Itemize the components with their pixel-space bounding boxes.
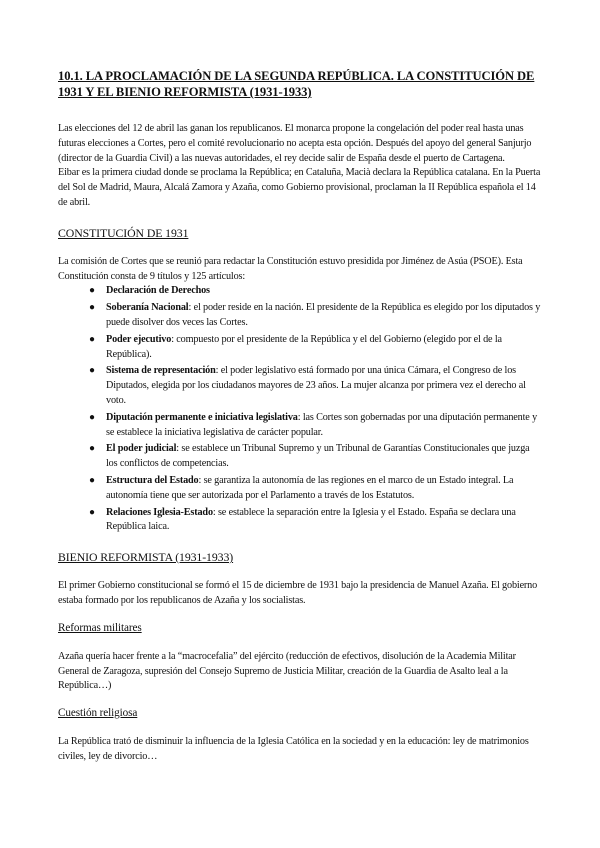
- document-title: 10.1. LA PROCLAMACIÓN DE LA SEGUNDA REPÚBLICA. LA CONSTITUCIÓN DE 1931 Y EL BIENIO REFORMISTA (1931-1933): [58, 69, 535, 99]
- list-item: [89, 474, 542, 504]
- list-item-term: Relaciones Iglesia-Estado: [106, 506, 213, 518]
- heading-constitucion: CONSTITUCIÓN DE 1931: [58, 225, 189, 240]
- spacer: [58, 609, 542, 621]
- bienio-intro: El primer Gobierno constitucional se formó el 15 de diciembre de 1931 bajo la presidencia de Manuel Azaña. El gobierno estaba formado por los republicanos de Azaña y los socialistas.: [58, 580, 538, 606]
- spacer: [58, 694, 542, 706]
- list-item-term: Soberanía Nacional: [106, 302, 189, 314]
- list-item: [89, 442, 542, 472]
- heading-cuestion-religiosa: Cuestión religiosa: [58, 707, 138, 720]
- constitucion-intro: La comisión de Cortes que se reunió para redactar la Constitución estuvo presidida por Jiménez de Asúa (PSOE). Esta Constitución consta de 9 títulos y 125 artículos:: [58, 255, 523, 282]
- bullet-icon: ●: [89, 333, 95, 345]
- bullet-icon: ●: [89, 506, 95, 518]
- list-item-text: : compuesto por el presidente de la República y el del Gobierno (elegido por el de la República).: [106, 333, 502, 360]
- list-item: [89, 301, 542, 331]
- reformas-militares-text: Azaña quería hacer frente a la “macrocefalia” del ejército (reducción de efectivos, disolución de la Academia Militar General de Zaragoza, supresión del Consejo Supremo de Justicia Militar, creación de la Guardia de Asalto leal a la República…): [58, 650, 516, 692]
- list-item: [89, 364, 542, 408]
- bullet-icon: ●: [89, 302, 95, 314]
- list-item: [89, 411, 542, 441]
- heading-bienio: BIENIO REFORMISTA (1931-1933): [58, 550, 234, 565]
- list-item-text: : el poder legislativo está formado por una única Cámara, el Congreso de los Diputados, elegida por los ciudadanos mayores de 23 años. La mujer alcanza por primera vez el derecho al voto.: [106, 365, 526, 406]
- list-item-term: Estructura del Estado: [106, 474, 199, 486]
- intro-paragraph-1: Las elecciones del 12 de abril las ganan los republicanos. El monarca propone la congelación del poder real hasta unas futuras elecciones a Cortes, pero el comité revolucionario no acepta esta opción. Después del apoyo del general Sanjurjo (director de la Guardia Civil) a las nuevas autoridades, el rey decide salir de España desde el puerto de Cartagena.: [58, 123, 532, 164]
- bullet-icon: ●: [89, 443, 95, 455]
- list-item-text: : el poder reside en la nación. El presidente de la República es elegido por los diputados y puede disolver dos veces las Cortes.: [106, 302, 541, 328]
- bullet-icon: ●: [89, 474, 95, 486]
- list-item-text: : se establece la separación entre la Iglesia y el Estado. España se declara una República laica.: [106, 506, 516, 533]
- spacer: [58, 537, 542, 549]
- list-item-text: : las Cortes son gobernadas por una diputación permanente y se establece la iniciativa legislativa de carácter popular.: [106, 411, 538, 438]
- cuestion-religiosa-text: La República trató de disminuir la influencia de la Iglesia Católica en la sociedad y en la educación: ley de matrimonios civiles, ley de divorcio…: [58, 736, 529, 762]
- list-item: [89, 506, 542, 536]
- list-item-term: Diputación permanente e iniciativa legislativa: [106, 411, 298, 423]
- bullet-icon: ●: [89, 285, 95, 297]
- heading-reformas-militares: Reformas militares: [58, 621, 142, 634]
- list-item: [89, 333, 542, 363]
- list-item-text: : se establece un Tribunal Supremo y un Tribunal de Garantías Constitucionales que juzga los conflictos de competencias.: [106, 443, 530, 470]
- bullet-icon: ●: [89, 411, 95, 423]
- spacer: [58, 211, 542, 225]
- list-item-term: El poder judicial: [106, 443, 177, 455]
- constitucion-list: [58, 284, 542, 535]
- list-item-term: Declaración de Derechos: [106, 285, 210, 297]
- list-item-term: Sistema de representación: [106, 365, 216, 377]
- list-item: [89, 284, 542, 299]
- bullet-icon: ●: [89, 365, 95, 377]
- list-item-text: : se garantiza la autonomía de las regiones en el marco de un Estado integral. La autonomía tiene que ser autorizada por el Parlamento a través de los Estatutos.: [106, 474, 514, 501]
- intro-paragraph-2: Eibar es la primera ciudad donde se proclama la República; en Cataluña, Macià declara la República catalana. En la Puerta del Sol de Madrid, Maura, Alcalá Zamora y Azaña, como Gobierno provisional, proclaman la II República española el 14 de abril.: [58, 167, 541, 208]
- list-item-term: Poder ejecutivo: [106, 333, 172, 345]
